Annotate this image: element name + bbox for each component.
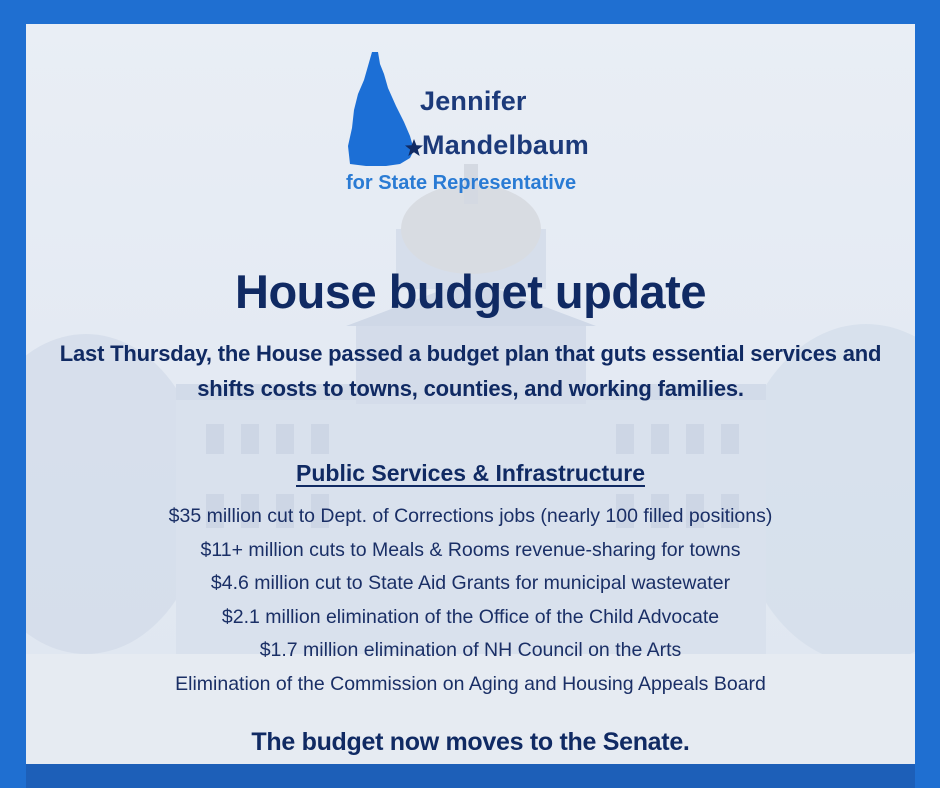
candidate-first-name: Jennifer [420,86,527,116]
closing-statement: The budget now moves to the Senate. [251,728,690,756]
headline: House budget update [235,265,706,318]
list-item: $1.7 million elimination of NH Council on the Arts [259,639,682,661]
budget-cuts-list [26,500,915,701]
list-item: $4.6 million cut to State Aid Grants for municipal wastewater [210,572,731,594]
candidate-last-name: Mandelbaum [422,130,590,160]
section-heading-text: Public Services & Infrastructure [296,460,645,486]
list-item: $35 million cut to Dept. of Corrections jobs (nearly 100 filled positions) [168,505,773,527]
list-item: Elimination of the Commission on Aging and Housing Appeals Board [175,672,766,695]
section-heading [26,460,915,487]
star-icon [404,138,424,158]
candidate-subtitle: for State Representative [346,172,577,194]
intro-paragraph: Last Thursday, the House passed a budget plan that guts essential services and shifts costs to towns, counties, and working families. [59,341,882,401]
list-item: $11+ million cuts to Meals & Rooms revenue-sharing for towns [200,538,741,561]
list-item: $2.1 million elimination of the Office of the Child Advocate [221,605,720,628]
campaign-logo [344,50,624,200]
bottom-border-strip [26,764,915,788]
content-panel [26,24,915,764]
